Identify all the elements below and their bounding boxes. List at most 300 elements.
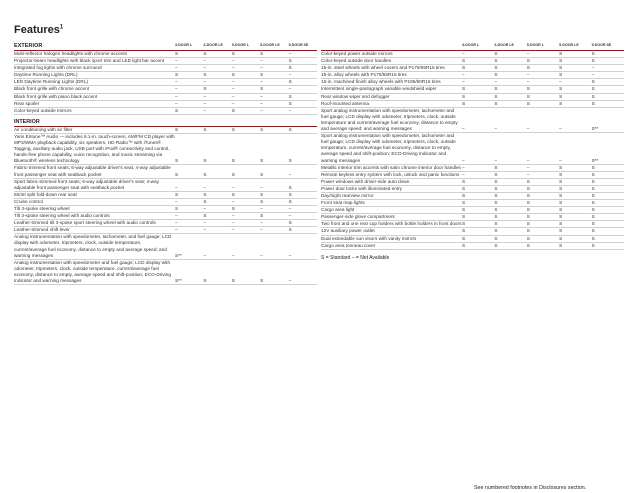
availability-cell: S xyxy=(494,185,498,191)
availability-cell: – xyxy=(175,58,178,64)
availability-cell: – xyxy=(203,79,206,85)
right-rows xyxy=(321,51,624,250)
availability-cell: S xyxy=(526,65,530,71)
feature-label: Two front and one rear cup holders with bottle holders in front doors xyxy=(321,221,462,227)
availability-cell: – xyxy=(231,79,235,85)
availability-cell: – xyxy=(494,79,497,85)
availability-cell: S xyxy=(591,221,595,227)
availability-cell: S xyxy=(559,242,563,248)
feature-label: Daytime Running Lights (DRL) xyxy=(14,72,78,78)
availability-cell: S xyxy=(591,192,595,198)
availability-cell: – xyxy=(203,93,206,99)
feature-label: Color-keyed outside mirrors xyxy=(14,107,72,113)
title-footnote-marker: 1 xyxy=(59,24,64,31)
feature-values xyxy=(175,101,317,107)
availability-cell: S xyxy=(494,100,498,106)
availability-cell: S xyxy=(260,198,264,204)
availability-cell: – xyxy=(203,107,206,113)
availability-cell: – xyxy=(288,213,292,219)
availability-cell: S xyxy=(260,51,264,56)
availability-cell: S xyxy=(526,93,530,99)
availability-cell: S xyxy=(260,171,264,177)
availability-cell: – xyxy=(260,220,263,226)
feature-values xyxy=(175,108,317,114)
availability-cell: S xyxy=(559,200,563,206)
feature-row xyxy=(321,228,624,235)
availability-cell: – xyxy=(175,100,178,106)
feature-row xyxy=(321,58,624,65)
feature-label: Leather-trimmed tilt 3-spoke sport steering wheel with audio controls xyxy=(14,220,156,226)
availability-cell: – xyxy=(203,184,206,190)
availability-cell: S xyxy=(462,214,466,220)
feature-values xyxy=(462,186,624,192)
availability-cell: S xyxy=(526,214,530,220)
availability-cell: S xyxy=(462,65,466,71)
feature-row xyxy=(321,221,624,228)
feature-row xyxy=(14,213,317,220)
availability-cell: – xyxy=(559,126,562,132)
availability-cell: – xyxy=(231,198,235,204)
availability-cell: S xyxy=(591,164,595,170)
feature-row xyxy=(321,65,624,72)
availability-cell: – xyxy=(288,86,292,92)
feature-values xyxy=(462,165,624,171)
availability-cell: S xyxy=(203,51,207,56)
availability-cell: S xyxy=(591,235,595,241)
feature-values xyxy=(462,221,624,227)
feature-row xyxy=(321,133,624,164)
availability-cell: S xyxy=(260,86,264,92)
availability-cell: S xyxy=(288,198,292,204)
availability-cell: S xyxy=(591,178,595,184)
availability-cell: S xyxy=(526,86,530,92)
availability-cell: S xyxy=(591,100,595,106)
trim-header: 5-DOOR LE xyxy=(559,43,579,48)
availability-cell: S xyxy=(526,200,530,206)
feature-row xyxy=(14,179,317,192)
availability-cell: S xyxy=(288,220,292,226)
feature-values xyxy=(175,72,317,78)
feature-row xyxy=(321,94,624,101)
feature-row xyxy=(321,79,624,86)
availability-cell: S xyxy=(462,192,466,198)
availability-cell: – xyxy=(203,58,206,64)
availability-cell: S xyxy=(462,221,466,227)
availability-cell: S xyxy=(559,51,563,56)
availability-cell: S** xyxy=(591,126,599,132)
availability-cell: S xyxy=(462,207,466,213)
feature-label: Front seat map lights xyxy=(321,200,365,206)
availability-cell: S xyxy=(260,126,264,132)
left-trim-headers xyxy=(175,42,317,48)
availability-cell: – xyxy=(462,126,465,132)
availability-cell: S xyxy=(175,107,179,113)
availability-cell: S xyxy=(231,191,235,197)
feature-label: Tilt 3-spoke steering wheel with audio controls xyxy=(14,213,110,219)
availability-cell: S xyxy=(559,235,563,241)
availability-cell: S xyxy=(559,100,563,106)
availability-cell: S xyxy=(175,171,179,177)
availability-cell: S xyxy=(462,86,466,92)
availability-cell: S xyxy=(494,86,498,92)
feature-row xyxy=(321,179,624,186)
trim-header: 3-DOOR L xyxy=(175,43,193,48)
trim-header: 3-DOOR LE xyxy=(203,43,223,48)
availability-cell: S xyxy=(526,242,530,248)
availability-cell: S xyxy=(494,58,498,64)
availability-cell: S xyxy=(231,51,235,56)
availability-cell: S xyxy=(288,93,292,99)
feature-label: Cruise control xyxy=(14,198,43,204)
availability-cell: – xyxy=(288,205,292,211)
availability-cell: – xyxy=(203,65,206,71)
feature-label: Multi-reflector halogen headlights with chrome accents xyxy=(14,51,128,56)
availability-cell: – xyxy=(175,227,178,233)
feature-values xyxy=(175,58,317,64)
availability-cell: – xyxy=(231,93,235,99)
feature-row xyxy=(14,206,317,213)
availability-cell: S xyxy=(559,214,563,220)
feature-label: LED Daytime Running Lights (DRL) xyxy=(14,79,88,85)
availability-cell: S xyxy=(526,207,530,213)
availability-cell: – xyxy=(462,164,465,170)
availability-cell: S xyxy=(203,126,207,132)
availability-cell: S xyxy=(494,51,498,56)
feature-label: Passenger-side glove compartment xyxy=(321,214,395,220)
availability-cell: S xyxy=(462,228,466,234)
availability-cell: – xyxy=(288,171,292,177)
availability-cell: S xyxy=(559,164,563,170)
availability-cell: – xyxy=(175,184,178,190)
availability-cell: S xyxy=(494,228,498,234)
feature-values xyxy=(462,200,624,206)
availability-cell: S xyxy=(494,214,498,220)
feature-values xyxy=(175,234,317,258)
availability-cell: – xyxy=(288,278,292,283)
feature-row xyxy=(14,51,317,58)
feature-label: Tilt 3-spoke steering wheel xyxy=(14,205,70,211)
availability-cell: – xyxy=(231,100,235,106)
feature-row xyxy=(14,199,317,206)
availability-cell: S xyxy=(559,171,563,177)
availability-cell: S xyxy=(559,65,563,71)
right-header xyxy=(321,41,624,51)
availability-cell: S xyxy=(231,72,235,78)
availability-cell: S xyxy=(494,65,498,71)
feature-row xyxy=(321,186,624,193)
availability-cell: S xyxy=(591,185,595,191)
availability-cell: – xyxy=(462,79,465,85)
feature-label: Metallic interior trim accents with satin chrome interior door handles xyxy=(321,164,461,170)
availability-cell: S** xyxy=(175,278,182,283)
availability-cell: – xyxy=(203,100,206,106)
availability-cell: S xyxy=(526,192,530,198)
feature-values xyxy=(175,86,317,92)
availability-cell: S xyxy=(288,79,292,85)
legend: S = Standard – = Not Available xyxy=(321,254,390,261)
feature-label: Yaris Entune™ Audio — includes 6.1-in. touch-screen, AM/FM CD player with MP3/WMA playback capability, six speakers, HD Radio™ with iTunes® Tagging, auxiliary audio jack, USB port with iPod® connectivity and control, hands-free phone capability, voice recognition, and music streaming via Bluetooth® wireless technology xyxy=(14,133,175,164)
feature-row xyxy=(14,58,317,65)
availability-cell: – xyxy=(231,220,235,226)
availability-cell: S xyxy=(288,65,292,71)
feature-values xyxy=(175,94,317,100)
availability-cell: S xyxy=(526,185,530,191)
availability-cell: S xyxy=(288,184,292,190)
availability-cell: S xyxy=(260,278,264,283)
availability-cell: S xyxy=(203,198,207,204)
availability-cell: – xyxy=(203,205,206,211)
feature-row xyxy=(14,72,317,79)
availability-cell: – xyxy=(260,65,263,71)
availability-cell: – xyxy=(462,157,465,163)
feature-row xyxy=(321,193,624,200)
availability-cell: S xyxy=(526,221,530,227)
availability-cell: S xyxy=(494,72,498,78)
availability-cell: S xyxy=(231,205,235,211)
availability-cell: S xyxy=(231,107,235,113)
availability-cell: – xyxy=(231,252,235,258)
availability-cell: S xyxy=(591,86,595,92)
availability-cell: – xyxy=(462,171,465,177)
availability-cell: – xyxy=(526,79,530,85)
feature-values xyxy=(462,108,624,132)
availability-cell: S xyxy=(494,200,498,206)
availability-cell: S xyxy=(526,100,530,106)
availability-cell: S** xyxy=(591,157,599,163)
feature-label: 12V auxiliary power outlet xyxy=(321,228,375,234)
feature-values xyxy=(462,65,624,71)
right-trim-headers xyxy=(462,42,624,48)
availability-cell: S xyxy=(591,242,595,248)
feature-label: Analog instrumentation with speedometer and fuel gauge; LCD display with odometer, tripmeters, clock, outside temperature, current/average fuel economy, distance to empty, average speed and shift-position; ECO-Driving Indicator and warning messages xyxy=(14,259,171,283)
feature-values xyxy=(462,101,624,107)
availability-cell: S xyxy=(462,242,466,248)
availability-cell: – xyxy=(175,65,178,71)
availability-cell: S xyxy=(288,191,292,197)
availability-cell: S xyxy=(462,100,466,106)
availability-cell: S xyxy=(260,191,264,197)
left-column xyxy=(14,41,317,285)
availability-cell: S xyxy=(494,221,498,227)
availability-cell: – xyxy=(175,213,178,219)
availability-cell: S xyxy=(203,158,207,164)
feature-row xyxy=(14,134,317,165)
interior-rows xyxy=(14,127,317,285)
feature-label: Rear spoiler xyxy=(14,100,40,106)
trim-header: 5-DOOR SE xyxy=(288,43,309,48)
feature-row xyxy=(14,94,317,101)
availability-cell: – xyxy=(231,213,235,219)
feature-values xyxy=(175,134,317,164)
availability-cell: S xyxy=(175,158,179,164)
availability-cell: – xyxy=(494,126,497,132)
trim-header: 5-DOOR L xyxy=(231,43,249,48)
feature-label: Sport fabric-trimmed front seats; 6-way adjustable driver's seat; 4-way adjustable front passenger seat with seatback pocket xyxy=(14,178,159,190)
availability-cell: – xyxy=(231,65,235,71)
feature-values xyxy=(462,179,624,185)
availability-cell: S xyxy=(559,93,563,99)
availability-cell: S xyxy=(288,227,292,233)
availability-cell: – xyxy=(203,220,206,226)
feature-label: Color-keyed outside door handles xyxy=(321,58,392,64)
availability-cell: S xyxy=(288,126,292,132)
availability-cell: S xyxy=(203,191,207,197)
availability-cell: – xyxy=(526,164,530,170)
availability-cell: – xyxy=(462,51,465,56)
feature-row xyxy=(321,72,624,79)
trim-header: 5-DOOR L xyxy=(526,43,544,48)
feature-label: 60/40 split fold-down rear seat xyxy=(14,191,77,197)
feature-label: Black front grille with chrome accent xyxy=(14,86,90,92)
availability-cell: S xyxy=(231,126,235,132)
feature-label: Intermittent single-pantograph variable windshield wiper xyxy=(321,86,437,92)
feature-values xyxy=(462,58,624,64)
availability-cell: S xyxy=(462,93,466,99)
availability-cell: S xyxy=(288,158,292,164)
feature-label: Power door locks with illuminated entry xyxy=(321,185,403,191)
trim-header: 3-DOOR LE xyxy=(494,43,514,48)
availability-cell: – xyxy=(203,252,206,258)
availability-cell: S xyxy=(203,86,207,92)
feature-label: 15-in. alloy wheels with P175/65R15 tires xyxy=(321,72,407,78)
availability-cell: S xyxy=(175,51,179,56)
feature-label: Sport analog instrumentation with speedometer, tachometer and fuel gauge; LCD display with odometer, tripmeters, clock, outside temperature and current/average fuel economy, distance to empty and average speed; and warning messages xyxy=(321,107,458,132)
availability-cell: S xyxy=(591,51,595,56)
feature-values xyxy=(462,228,624,234)
availability-cell: – xyxy=(260,227,263,233)
availability-cell: – xyxy=(526,51,530,56)
availability-cell: – xyxy=(260,79,263,85)
feature-row xyxy=(14,101,317,108)
availability-cell: – xyxy=(288,51,292,56)
availability-cell: S xyxy=(559,185,563,191)
feature-values xyxy=(175,79,317,85)
availability-cell: S xyxy=(591,200,595,206)
feature-values xyxy=(462,51,624,57)
feature-values xyxy=(462,214,624,220)
feature-label: Day/night rearview mirror xyxy=(321,192,374,198)
availability-cell: S xyxy=(526,58,530,64)
availability-cell: S xyxy=(175,72,179,78)
feature-row xyxy=(14,86,317,93)
availability-cell: S xyxy=(462,58,466,64)
availability-cell: – xyxy=(260,252,263,258)
feature-label: Color-keyed power outside mirrors xyxy=(321,51,393,56)
availability-cell: S xyxy=(288,58,292,64)
feature-row xyxy=(14,65,317,72)
feature-values xyxy=(175,65,317,71)
exterior-rows xyxy=(14,51,317,115)
trim-header: 5-DOOR SE xyxy=(591,43,612,48)
availability-cell: – xyxy=(591,65,595,71)
feature-values xyxy=(462,133,624,163)
availability-cell: S xyxy=(591,58,595,64)
availability-cell: S xyxy=(494,235,498,241)
availability-cell: S xyxy=(591,171,595,177)
availability-cell: S** xyxy=(175,252,182,258)
availability-cell: S xyxy=(591,228,595,234)
trim-header: 3-DOOR L xyxy=(462,43,480,48)
interior-label: INTERIOR xyxy=(14,118,317,127)
availability-cell: S xyxy=(203,72,207,78)
right-column xyxy=(321,41,624,261)
feature-label: Analog instrumentation with speedometer, tachometer, and fuel gauge; LCD display with odometer, tripmeters, clock, outside temperature, current/average fuel economy, distance to empty and average speed; and warning messages xyxy=(14,234,172,258)
availability-cell: – xyxy=(559,79,562,85)
availability-cell: – xyxy=(175,79,178,85)
availability-cell: – xyxy=(175,86,178,92)
feature-row xyxy=(14,108,317,115)
availability-cell: – xyxy=(591,72,595,78)
feature-row xyxy=(321,243,624,250)
availability-cell: S xyxy=(526,235,530,241)
feature-values xyxy=(462,236,624,242)
feature-row xyxy=(321,236,624,243)
feature-label: Air conditioning with air filter xyxy=(14,126,73,132)
availability-cell: – xyxy=(288,72,292,78)
availability-cell: – xyxy=(526,171,530,177)
feature-row xyxy=(14,234,317,259)
availability-cell: S xyxy=(260,72,264,78)
availability-cell: – xyxy=(494,157,497,163)
availability-cell: – xyxy=(260,205,263,211)
availability-cell: S xyxy=(231,278,235,283)
page-title: Features$^1$ xyxy=(14,24,64,36)
availability-cell: S xyxy=(494,242,498,248)
availability-cell: S xyxy=(462,178,466,184)
availability-cell: S xyxy=(559,86,563,92)
availability-cell: S xyxy=(559,228,563,234)
feature-label: Rear window wiper and defogger xyxy=(321,93,390,99)
availability-cell: S xyxy=(494,171,498,177)
feature-row xyxy=(321,86,624,93)
availability-cell: S xyxy=(526,228,530,234)
availability-cell: S xyxy=(231,158,235,164)
feature-label: Leather-trimmed shift lever xyxy=(14,227,70,233)
feature-label: Sport analog instrumentation with speedometer, tachometer and fuel gauge; LCD display with odometer, tripmeters, clock, outside temperature, current/average fuel economy, distance to empty, average speed and shift-position; ECO-Driving Indicator and warning messages xyxy=(321,133,456,163)
feature-values xyxy=(175,199,317,205)
availability-cell: – xyxy=(260,107,263,113)
availability-cell: S xyxy=(494,178,498,184)
feature-values xyxy=(175,260,317,284)
availability-cell: S xyxy=(591,207,595,213)
availability-cell: – xyxy=(526,157,530,163)
feature-values xyxy=(175,127,317,133)
feature-values xyxy=(462,72,624,78)
availability-cell: S xyxy=(462,200,466,206)
feature-values xyxy=(462,243,624,249)
exterior-header xyxy=(14,41,317,51)
availability-cell: – xyxy=(260,184,263,190)
availability-cell: – xyxy=(203,227,206,233)
availability-cell: – xyxy=(231,86,235,92)
availability-cell: S xyxy=(591,214,595,220)
feature-values xyxy=(175,179,317,191)
feature-row xyxy=(321,214,624,221)
availability-cell: – xyxy=(288,107,292,113)
feature-row xyxy=(321,101,624,108)
availability-cell: S xyxy=(559,72,563,78)
feature-row xyxy=(14,227,317,234)
feature-values xyxy=(175,227,317,233)
availability-cell: S xyxy=(494,93,498,99)
feature-values xyxy=(462,94,624,100)
availability-cell: S xyxy=(591,93,595,99)
availability-cell: – xyxy=(175,93,178,99)
feature-label: 15-in. steel wheels with wheel covers and P175/65R15 tires xyxy=(321,65,445,71)
feature-row xyxy=(321,108,624,133)
exterior-label: EXTERIOR xyxy=(14,42,43,49)
feature-label: Dual extendable sun visors with vanity mirrors xyxy=(321,235,417,241)
